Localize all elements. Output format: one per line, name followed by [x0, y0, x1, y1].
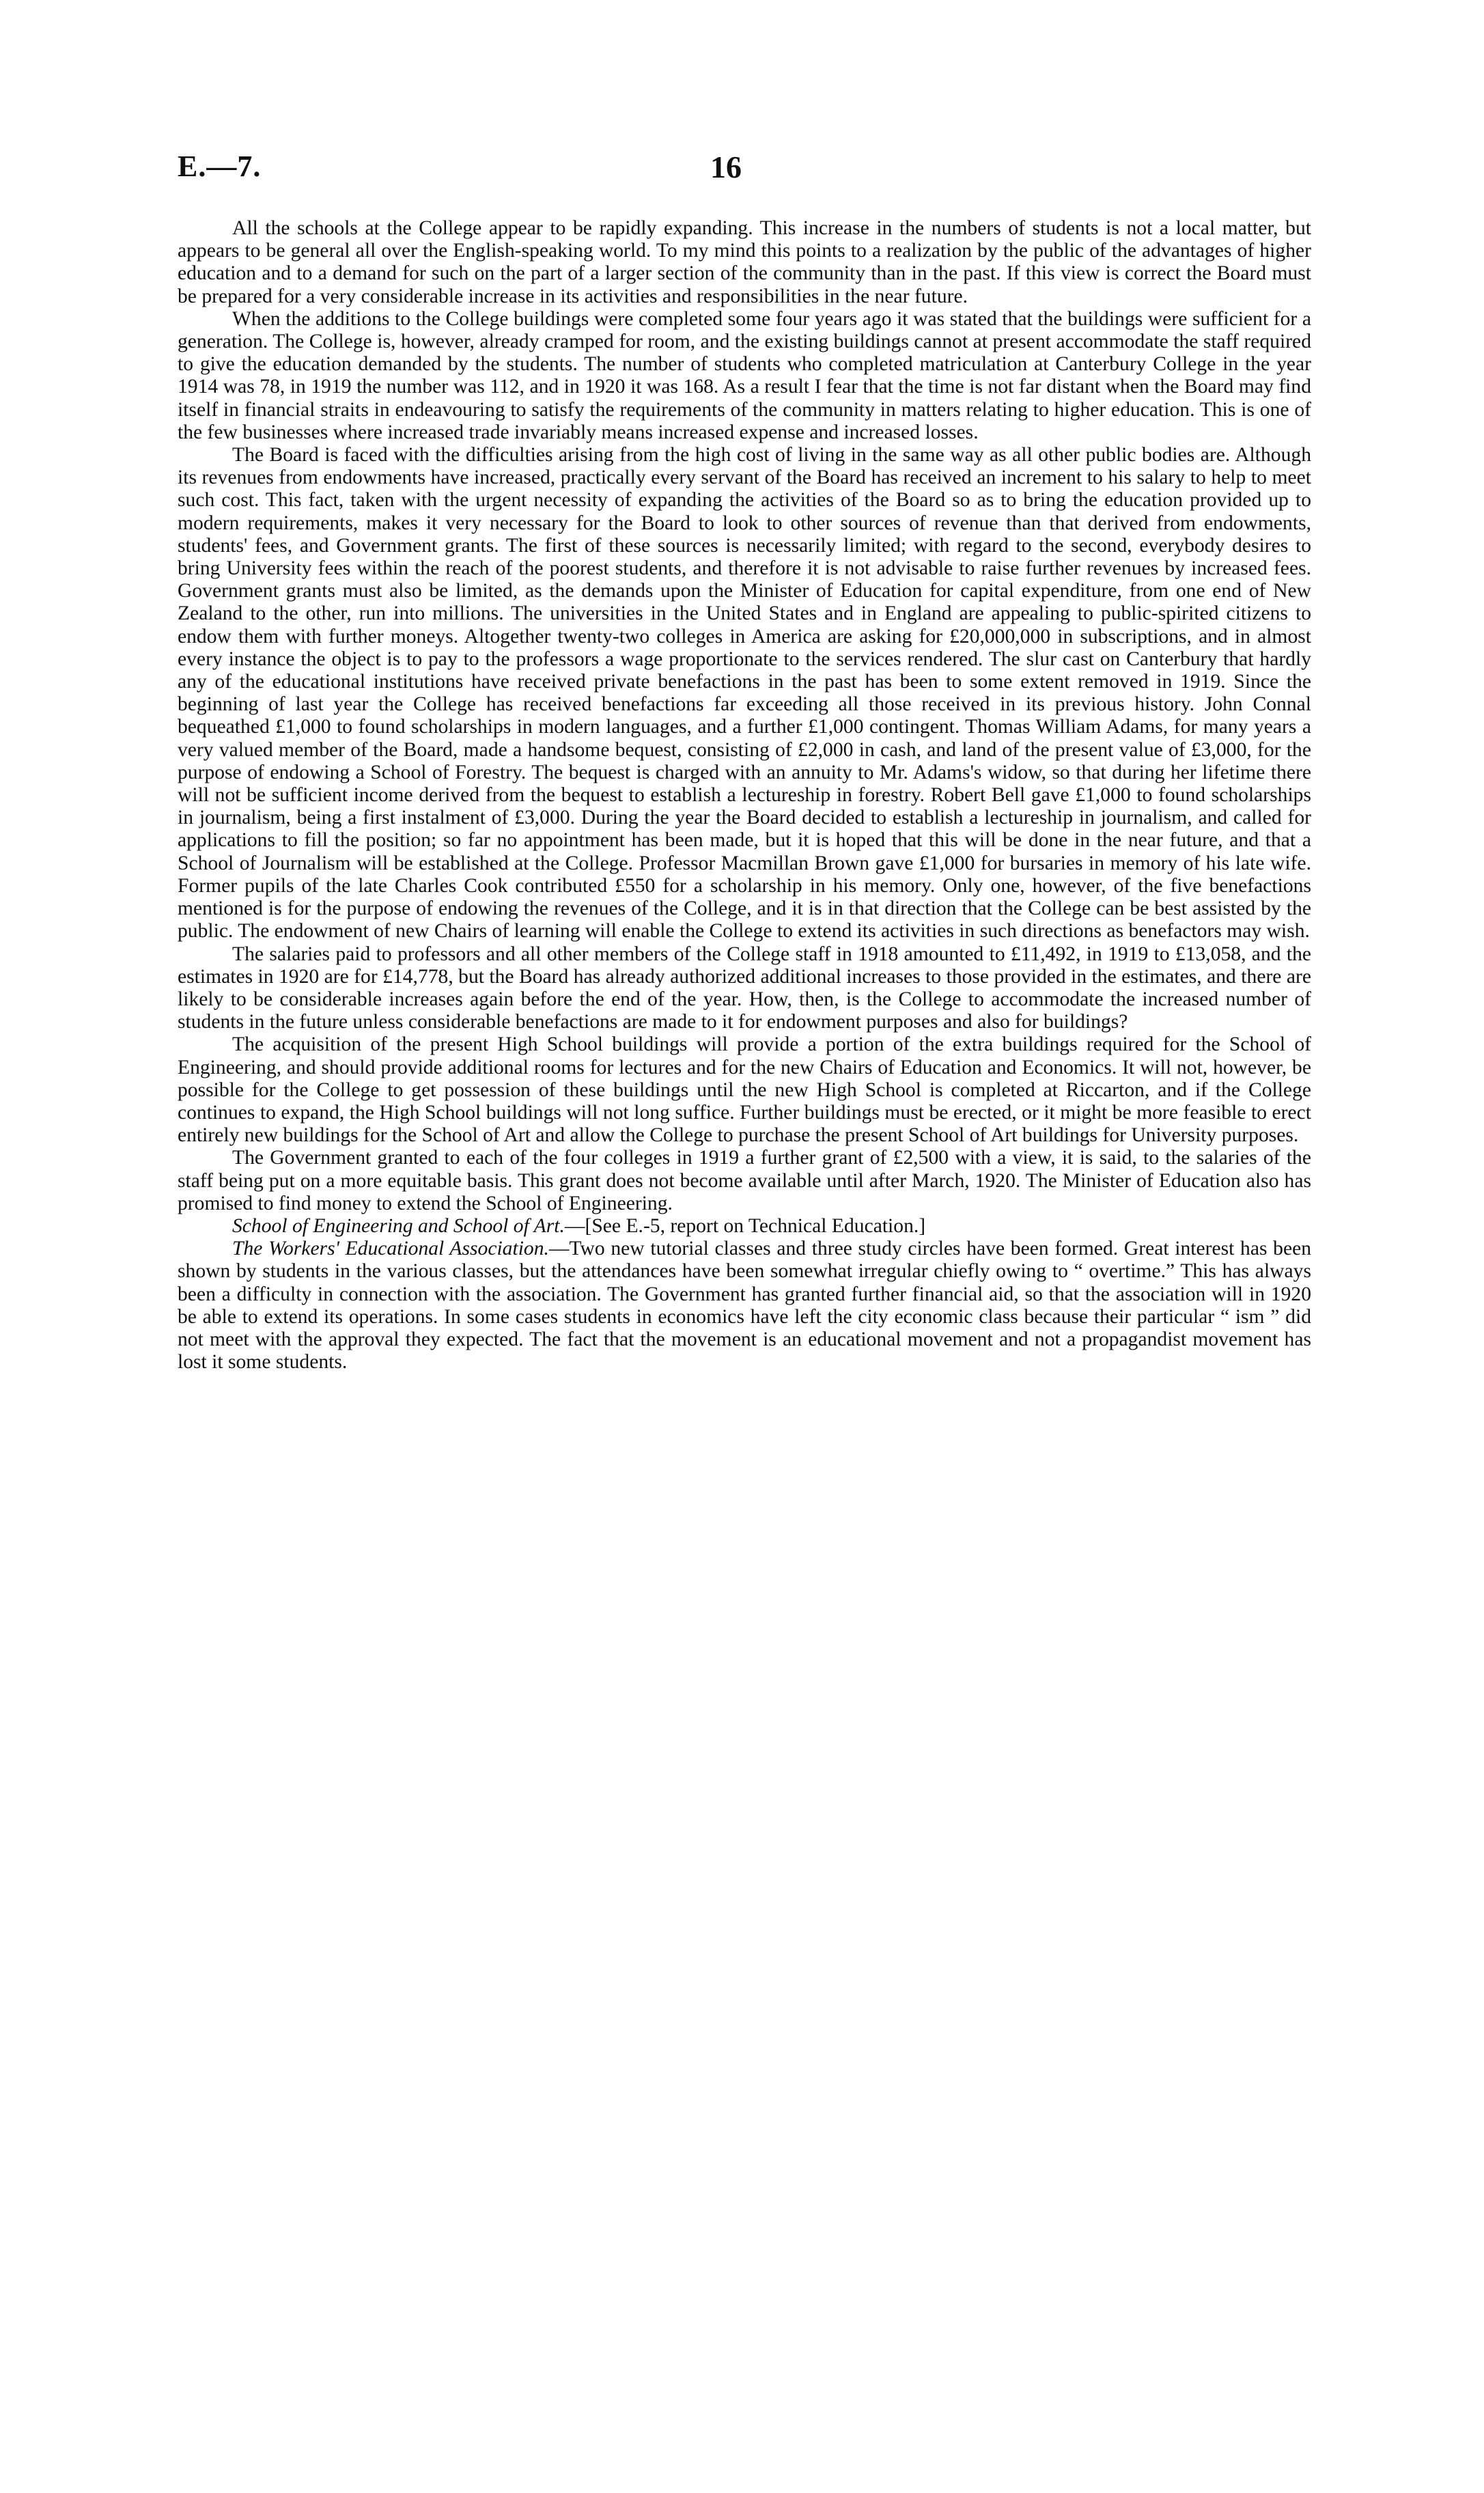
- paragraph-finance: The Board is faced with the difficulties arising from the high cost of living in the same way as all other public bodies are. Although its revenues from endowments have increased, practically every servant of the Board has received an increment to his salary to help to meet such cost. This fact, taken with the urgent necessity of expanding the activities of the Board so as to bring the education provided up to modern requirements, makes it very necessary for the Board to look to other sources of revenue than that derived from endowments, students' fees, and Government grants. The first of these sources is necessarily limited; with regard to the second, everybody desires to bring University fees within the reach of the poorest students, and therefore it is not advisable to raise further revenues by increased fees. Government grants must also be limited, as the demands upon the Minister of Education for capital expenditure, from one end of New Zealand to the other, run into millions. The universities in the United States and in England are appealing to public-spirited citizens to endow them with further moneys. Altogether twenty-two colleges in America are asking for £20,000,000 in subscriptions, and in almost every instance the object is to pay to the professors a wage proportionate to the services rendered. The slur cast on Canterbury that hardly any of the educational institutions have received private benefactions in the past has been to some extent removed in 1919. Since the beginning of last year the College has received benefactions far exceeding all those received in its previous history. John Connal bequeathed £1,000 to found scholarships in modern languages, and a further £1,000 contingent. Thomas William Adams, for many years a very valued member of the Board, made a handsome bequest, consisting of £2,000 in cash, and land of the present value of £3,000, for the purpose of endowing a School of Forestry. The bequest is charged with an annuity to Mr. Adams's widow, so that during her lifetime there will not be sufficient income derived from the bequest to establish a lectureship in forestry. Robert Bell gave £1,000 to found scholarships in journalism, being a first instalment of £3,000. During the year the Board decided to establish a lectureship in journalism, and called for applications to fill the position; so far no appointment has been made, but it is hoped that this will be done in the near future, and that a School of Journalism will be established at the College. Professor Macmillan Brown gave £1,000 for bursaries in memory of his late wife. Former pupils of the late Charles Cook contributed £550 for a scholarship in his memory. Only one, however, of the five benefactions mentioned is for the purpose of endowing the revenues of the College, and it is in that direction that the College can be best assisted by the public. The endowment of new Chairs of learning will enable the College to extend its activities in such directions as benefactors may wish.: [178, 444, 1311, 943]
- page-header: [178, 149, 1311, 190]
- paragraph-expansion: All the schools at the College appear to be rapidly expanding. This increase in the numbers of students is not a local matter, but appears to be general all over the English-speaking world. To my mind this points to a realization by the public of the advantages of higher education and to a demand for such on the part of a larger section of the community than in the past. If this view is correct the Board must be prepared for a very considerable increase in its activities and responsibilities in the near future.: [178, 217, 1311, 307]
- section-wea: [178, 1238, 1311, 1374]
- section-heading-wea: The Workers' Educational Association.: [232, 1238, 549, 1260]
- page-number: 16: [710, 150, 742, 184]
- section-engineering: [178, 1215, 1311, 1238]
- paragraph-buildings: When the additions to the College buildings were completed some four years ago it was stated that the buildings were sufficient for a generation. The College is, however, already cramped for room, and the existing buildings cannot at present accommodate the staff required to give the education demanded by the students. The number of students who completed matriculation at Canterbury College in the year 1914 was 78, in 1919 the number was 112, and in 1920 it was 168. As a result I fear that the time is not far distant when the Board may find itself in financial straits in endeavouring to satisfy the requirements of the community in matters relating to higher education. This is one of the few businesses where increased trade invariably means increased expense and increased losses.: [178, 307, 1311, 443]
- paragraph-government-grant: The Government granted to each of the four colleges in 1919 a further grant of £2,500 with a view, it is said, to the salaries of the staff being put on a more equitable basis. This grant does not become available until after March, 1920. The Minister of Education also has promised to find money to extend the School of Engineering.: [178, 1147, 1311, 1214]
- paragraph-salaries: The salaries paid to professors and all other members of the College staff in 1918 amounted to £11,492, in 1919 to £13,058, and the estimates in 1920 are for £14,778, but the Board has already authorized additional increases to those provided in the estimates, and there are likely to be considerable increases again before the end of the year. How, then, is the College to accommodate the increased number of students in the future unless considerable benefactions are made to it for endowment purposes and also for buildings?: [178, 943, 1311, 1033]
- section-heading-engineering: School of Engineering and School of Art.: [232, 1214, 565, 1237]
- section-text-wea: —Two new tutorial classes and three study circles have been formed. Great interest has been shown by students in the various classes, but the attendances have been somewhat irregular chiefly owing to “ overtime.” This has always been a difficulty in connection with the association. The Government has granted further financial aid, so that the association will in 1920 be able to extend its operations. In some cases students in economics have left the city economic class because their particular “ ism ” did not meet with the approval they expected. The fact that the movement is an educational movement and not a propagandist movement has lost it some students.: [178, 1238, 1312, 1374]
- paragraph-high-school: The acquisition of the present High School buildings will provide a portion of the extra buildings required for the School of Engineering, and should provide additional rooms for lectures and for the new Chairs of Education and Economics. It will not, however, be possible for the College to get possession of these buildings until the new High School is completed at Riccarton, and if the College continues to expand, the High School buildings will not long suffice. Further buildings must be erected, or it might be more feasible to erect entirely new buildings for the School of Art and allow the College to purchase the present School of Art buildings for University purposes.: [178, 1033, 1311, 1147]
- body-text: [178, 217, 1311, 1374]
- document-reference: E.—7.: [178, 150, 262, 183]
- section-text-engineering: —[See E.-5, report on Technical Education.]: [564, 1214, 926, 1237]
